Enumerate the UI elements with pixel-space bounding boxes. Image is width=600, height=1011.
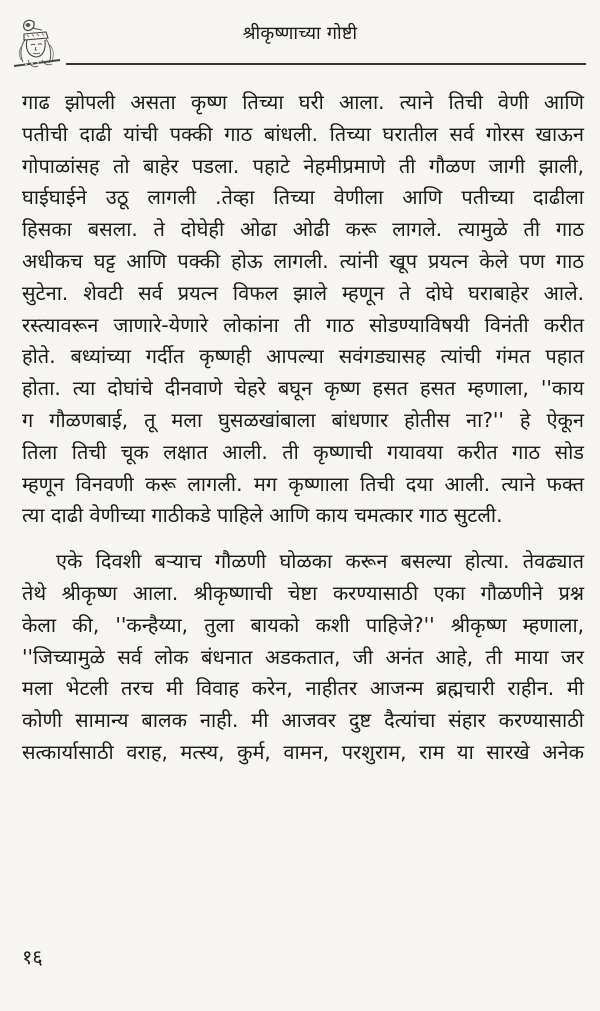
text-line: सत्कार्यासाठी वराह, मत्स्य, कुर्म, वामन, परशुराम, राम या सारखे अनेक <box>22 739 584 764</box>
text-line: तिला तिची चूक लक्षात आली. ती कृष्णाची गयावया करीत गाठ सोड <box>22 439 584 464</box>
page-header <box>0 0 600 80</box>
header-divider <box>66 63 586 65</box>
text-line: होते. बध्यांच्या गर्दीत कृष्णही आपल्या सवंगड्यासह त्यांची गंमत पहात <box>22 344 584 369</box>
text-line: ग गौळणबाई, तू मला घुसळखांबाला बांधणार होतीस ना?'' हे ऐकून <box>22 407 584 432</box>
text-line: केला की, ''कन्हैय्या, तुला बायको कशी पाहिजे?'' श्रीकृष्ण म्हणाला, <box>22 612 584 637</box>
body-text <box>22 87 584 769</box>
page-number: १६ <box>22 945 43 969</box>
text-line: तेथे श्रीकृष्ण आला. श्रीकृष्णाची चेष्टा करण्यासाठी एका गौळणीने प्रश्न <box>22 580 584 605</box>
text-line: मला भेटली तरच मी विवाह करेन, नाहीतर आजन्म ब्रह्मचारी राहीन. मी <box>22 676 584 701</box>
text-line: घाईघाईने उठू लागली .तेव्हा तिच्या वेणीला आणि पतीच्या दाढीला <box>22 185 584 210</box>
text-line: कोणी सामान्य बालक नाही. मी आजवर दुष्ट दैत्यांचा संहार करण्यासाठी <box>22 708 584 733</box>
text-line: पतीची दाढी यांची पक्की गाठ बांधली. तिच्या घरातील सर्व गोरस खाऊन <box>22 121 584 146</box>
text-line: रस्त्यावरून जाणारे-येणारे लोकांना ती गाठ सोडण्याविषयी विनंती करीत <box>22 312 584 337</box>
text-line: ''जिच्यामुळे सर्व लोक बंधनात अडकतात, जी अनंत आहे, ती माया जर <box>22 644 584 669</box>
text-line: गाढ झोपली असता कृष्ण तिच्या घरी आला. त्याने तिची वेणी आणि <box>22 90 584 114</box>
paragraph-2 <box>22 546 584 769</box>
paragraph-1 <box>22 87 584 532</box>
text-line: एके दिवशी बऱ्याच गौळणी घोळका करून बसल्या होत्या. तेवढ्यात <box>56 549 584 574</box>
text-line: त्या दाढी वेणीच्या गाठीकडे पाहिले आणि काय चमत्कार गाठ सुटली. <box>22 503 503 528</box>
text-line: अधीकच घट्ट आणि पक्की होऊ लागली. त्यांनी खूप प्रयत्न केले पण गाठ <box>22 248 584 273</box>
text-line: हिसका बसला. ते दोघेही ओढा ओढी करू लागले. त्यामुळे ती गाठ <box>22 217 584 242</box>
running-header-title: श्रीकृष्णाच्या गोष्टी <box>242 23 358 44</box>
text-line: गोपाळांसह तो बाहेर पडला. पहाटे नेहमीप्रमाणे ती गौळण जागी झाली, <box>22 153 584 178</box>
text-line: म्हणून विनवणी करू लागली. मग कृष्णाला तिची दया आली. त्याने फक्त <box>22 471 584 496</box>
text-line: होता. त्या दोघांचे दीनवाणे चेहरे बघून कृष्ण हसत हसत म्हणाला, ''काय <box>22 376 584 401</box>
text-line: सुटेना. शेवटी सर्व प्रयत्न विफल झाले म्हणून ते दोघे घराबाहेर आले. <box>22 280 584 305</box>
